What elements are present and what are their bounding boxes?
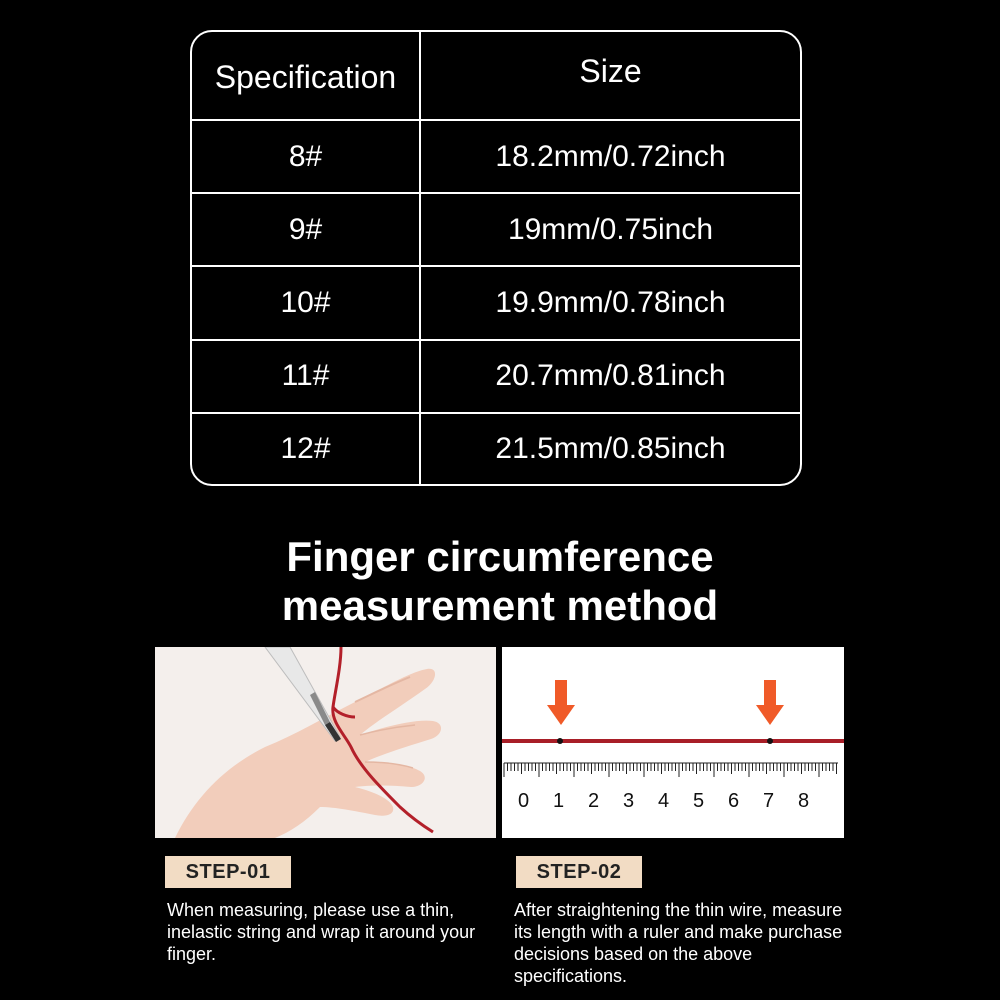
size-cell: 20.7mm/0.81inch <box>420 340 800 413</box>
spec-cell: 12# <box>192 413 420 484</box>
ruler-number: 0 <box>518 790 530 812</box>
table-row <box>192 193 800 266</box>
table-row <box>192 340 800 413</box>
table-row <box>192 120 800 193</box>
ruler-number: 5 <box>693 790 705 812</box>
specification-header: Specification <box>192 32 420 120</box>
size-cell: 19.9mm/0.78inch <box>420 266 800 339</box>
heading-line-2: measurement method <box>281 582 719 629</box>
size-table <box>190 30 802 486</box>
step-01-text: When measuring, please use a thin, inelastic string and wrap it around your finger. <box>167 900 476 964</box>
step-02-badge: STEP-02 <box>516 856 642 888</box>
ruler-number: 8 <box>798 790 810 812</box>
size-cell: 18.2mm/0.72inch <box>420 120 800 193</box>
table-row <box>192 413 800 484</box>
table-header-row <box>192 32 800 120</box>
section-heading <box>0 532 1000 630</box>
finger-wrap-illustration <box>155 647 496 838</box>
ruler-number: 4 <box>658 790 670 812</box>
ruler-number: 7 <box>763 790 775 812</box>
spec-cell: 11# <box>192 340 420 413</box>
table-row <box>192 266 800 339</box>
size-cell: 21.5mm/0.85inch <box>495 431 726 465</box>
step-01-badge: STEP-01 <box>165 856 291 888</box>
size-header: Size <box>420 32 800 120</box>
spec-cell: 10# <box>192 266 420 339</box>
spec-cell: 9# <box>192 193 420 266</box>
ruler-number: 6 <box>728 790 740 812</box>
spec-cell: 8# <box>192 120 420 193</box>
ruler-number: 3 <box>623 790 635 812</box>
heading-line-1: Finger circumference <box>286 533 714 580</box>
ruler-number: 1 <box>553 790 565 812</box>
ruler-number: 2 <box>588 790 600 812</box>
step-02-text: After straightening the thin wire, measure its length with a ruler and make purchase decisions based on the above specifications. <box>514 900 843 986</box>
size-cell: 19mm/0.75inch <box>420 193 800 266</box>
